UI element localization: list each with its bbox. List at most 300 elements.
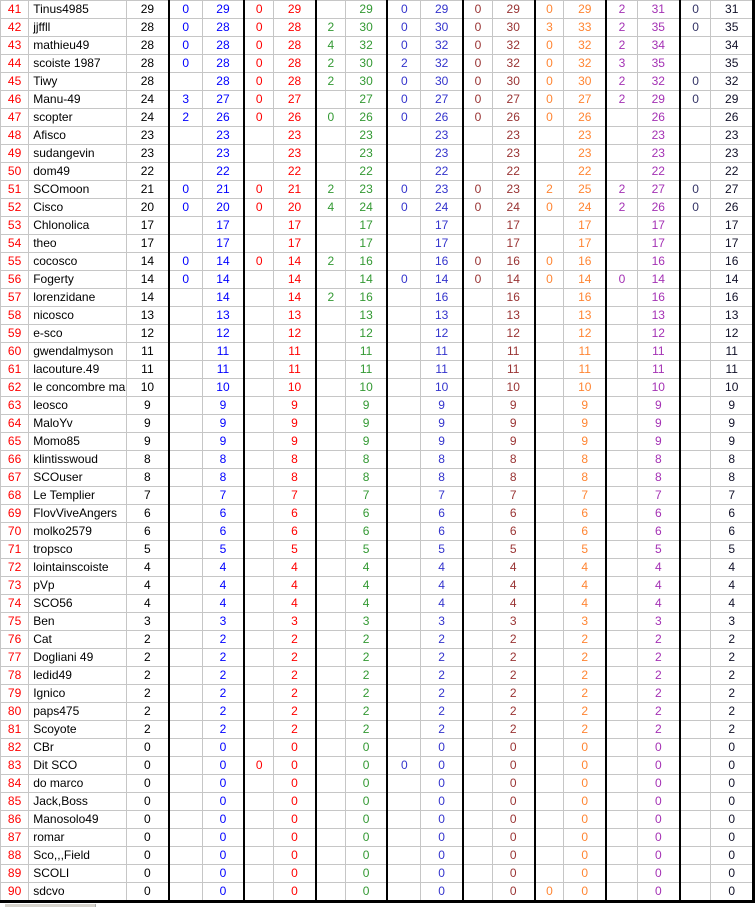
score-cell[interactable]: 7 xyxy=(564,487,606,505)
score-cell[interactable]: 22 xyxy=(126,163,168,181)
score-cell[interactable]: 2 xyxy=(564,685,606,703)
score-cell[interactable]: 23 xyxy=(637,145,679,163)
score-cell[interactable]: 2 xyxy=(169,109,202,127)
score-cell[interactable] xyxy=(463,577,492,595)
score-cell[interactable]: 0 xyxy=(202,739,244,757)
score-cell[interactable]: 0 xyxy=(126,847,168,865)
score-cell[interactable] xyxy=(316,613,345,631)
score-cell[interactable]: 2 xyxy=(387,55,420,73)
score-cell[interactable]: 0 xyxy=(492,829,534,847)
score-cell[interactable] xyxy=(463,361,492,379)
score-cell[interactable]: 12 xyxy=(274,325,316,343)
score-cell[interactable]: 24 xyxy=(421,199,463,217)
score-cell[interactable]: 14 xyxy=(564,271,606,289)
score-cell[interactable] xyxy=(463,127,492,145)
score-cell[interactable]: 14 xyxy=(202,289,244,307)
score-cell[interactable]: 2 xyxy=(492,721,534,739)
score-cell[interactable] xyxy=(680,559,711,577)
score-cell[interactable] xyxy=(316,649,345,667)
score-cell[interactable]: 13 xyxy=(637,307,679,325)
score-cell[interactable]: 0 xyxy=(316,109,345,127)
score-cell[interactable]: 0 xyxy=(535,37,564,55)
score-cell[interactable]: 0 xyxy=(126,775,168,793)
score-cell[interactable] xyxy=(316,163,345,181)
score-cell[interactable]: 6 xyxy=(711,505,754,523)
score-cell[interactable]: 2 xyxy=(637,649,679,667)
score-cell[interactable]: 28 xyxy=(126,19,168,37)
score-cell[interactable]: 8 xyxy=(345,451,387,469)
score-cell[interactable] xyxy=(244,127,273,145)
score-cell[interactable] xyxy=(244,523,273,541)
score-cell[interactable]: 2 xyxy=(316,289,345,307)
score-cell[interactable]: 28 xyxy=(274,55,316,73)
score-cell[interactable] xyxy=(244,379,273,397)
score-cell[interactable] xyxy=(387,631,420,649)
score-cell[interactable]: 0 xyxy=(274,829,316,847)
score-cell[interactable]: 2 xyxy=(316,55,345,73)
score-cell[interactable] xyxy=(535,505,564,523)
score-cell[interactable]: 2 xyxy=(126,667,168,685)
score-cell[interactable] xyxy=(387,163,420,181)
score-cell[interactable]: 32 xyxy=(564,37,606,55)
score-cell[interactable]: 4 xyxy=(345,559,387,577)
score-cell[interactable]: 0 xyxy=(463,181,492,199)
score-cell[interactable]: 27 xyxy=(564,91,606,109)
score-cell[interactable] xyxy=(535,775,564,793)
score-cell[interactable] xyxy=(244,793,273,811)
score-cell[interactable] xyxy=(606,217,637,235)
score-cell[interactable]: 9 xyxy=(564,433,606,451)
player-name-cell[interactable]: klintisswoud xyxy=(29,451,127,469)
score-cell[interactable]: 28 xyxy=(202,19,244,37)
score-cell[interactable]: 20 xyxy=(274,199,316,217)
score-cell[interactable] xyxy=(169,451,202,469)
score-cell[interactable]: 23 xyxy=(202,145,244,163)
score-cell[interactable]: 0 xyxy=(126,865,168,883)
score-cell[interactable] xyxy=(244,235,273,253)
score-cell[interactable]: 6 xyxy=(202,505,244,523)
score-cell[interactable]: 17 xyxy=(202,235,244,253)
score-cell[interactable]: 4 xyxy=(316,37,345,55)
score-cell[interactable]: 9 xyxy=(202,397,244,415)
score-cell[interactable]: 11 xyxy=(637,361,679,379)
rank-cell[interactable]: 41 xyxy=(1,1,29,19)
player-name-cell[interactable]: MaloYv xyxy=(29,415,127,433)
score-cell[interactable] xyxy=(606,163,637,181)
score-cell[interactable] xyxy=(387,865,420,883)
player-name-cell[interactable]: dom49 xyxy=(29,163,127,181)
score-cell[interactable]: 26 xyxy=(202,109,244,127)
score-cell[interactable] xyxy=(244,325,273,343)
score-cell[interactable] xyxy=(316,397,345,415)
rank-cell[interactable]: 51 xyxy=(1,181,29,199)
rank-cell[interactable]: 88 xyxy=(1,847,29,865)
score-cell[interactable]: 16 xyxy=(345,253,387,271)
score-cell[interactable] xyxy=(244,541,273,559)
score-cell[interactable]: 9 xyxy=(492,433,534,451)
score-cell[interactable] xyxy=(463,883,492,902)
player-name-cell[interactable]: Momo85 xyxy=(29,433,127,451)
score-cell[interactable]: 16 xyxy=(564,253,606,271)
score-cell[interactable]: 28 xyxy=(202,37,244,55)
rank-cell[interactable]: 69 xyxy=(1,505,29,523)
score-cell[interactable]: 0 xyxy=(463,91,492,109)
score-cell[interactable]: 17 xyxy=(637,235,679,253)
score-cell[interactable]: 23 xyxy=(274,127,316,145)
score-cell[interactable]: 2 xyxy=(126,631,168,649)
score-cell[interactable] xyxy=(316,325,345,343)
score-cell[interactable]: 22 xyxy=(202,163,244,181)
player-name-cell[interactable]: paps475 xyxy=(29,703,127,721)
score-cell[interactable]: 28 xyxy=(126,55,168,73)
player-name-cell[interactable]: Cisco xyxy=(29,199,127,217)
score-cell[interactable] xyxy=(680,343,711,361)
score-cell[interactable] xyxy=(680,667,711,685)
score-cell[interactable] xyxy=(387,721,420,739)
score-cell[interactable]: 2 xyxy=(492,649,534,667)
score-cell[interactable]: 2 xyxy=(711,685,754,703)
score-cell[interactable]: 0 xyxy=(463,199,492,217)
score-cell[interactable]: 0 xyxy=(711,829,754,847)
score-cell[interactable]: 2 xyxy=(711,631,754,649)
score-cell[interactable] xyxy=(169,163,202,181)
score-cell[interactable]: 9 xyxy=(564,415,606,433)
score-cell[interactable] xyxy=(680,721,711,739)
score-cell[interactable]: 2 xyxy=(345,703,387,721)
score-cell[interactable]: 4 xyxy=(711,559,754,577)
score-cell[interactable]: 0 xyxy=(535,253,564,271)
score-cell[interactable]: 17 xyxy=(345,217,387,235)
score-cell[interactable]: 14 xyxy=(711,271,754,289)
rank-cell[interactable]: 49 xyxy=(1,145,29,163)
score-cell[interactable] xyxy=(387,559,420,577)
score-cell[interactable]: 0 xyxy=(387,1,420,19)
score-cell[interactable]: 27 xyxy=(492,91,534,109)
rank-cell[interactable]: 73 xyxy=(1,577,29,595)
score-cell[interactable]: 2 xyxy=(126,703,168,721)
score-cell[interactable]: 6 xyxy=(564,505,606,523)
player-name-cell[interactable]: Tiwy xyxy=(29,73,127,91)
score-cell[interactable]: 30 xyxy=(345,19,387,37)
score-cell[interactable]: 17 xyxy=(711,235,754,253)
score-cell[interactable]: 6 xyxy=(345,523,387,541)
score-cell[interactable]: 0 xyxy=(244,37,273,55)
score-cell[interactable]: 0 xyxy=(680,181,711,199)
score-cell[interactable]: 26 xyxy=(711,109,754,127)
score-cell[interactable] xyxy=(463,433,492,451)
score-cell[interactable]: 0 xyxy=(202,847,244,865)
score-cell[interactable] xyxy=(316,307,345,325)
score-cell[interactable]: 13 xyxy=(492,307,534,325)
score-cell[interactable]: 0 xyxy=(680,91,711,109)
score-cell[interactable]: 8 xyxy=(711,469,754,487)
player-name-cell[interactable]: gwendalmyson xyxy=(29,343,127,361)
score-cell[interactable]: 2 xyxy=(606,73,637,91)
score-cell[interactable]: 6 xyxy=(274,523,316,541)
score-cell[interactable] xyxy=(316,271,345,289)
score-cell[interactable]: 0 xyxy=(421,865,463,883)
score-cell[interactable]: 2 xyxy=(202,649,244,667)
score-cell[interactable]: 0 xyxy=(345,775,387,793)
score-cell[interactable] xyxy=(535,217,564,235)
score-cell[interactable]: 0 xyxy=(637,883,679,902)
player-name-cell[interactable]: Cat xyxy=(29,631,127,649)
score-cell[interactable]: 3 xyxy=(274,613,316,631)
score-cell[interactable]: 0 xyxy=(169,19,202,37)
score-cell[interactable]: 8 xyxy=(564,451,606,469)
score-cell[interactable]: 17 xyxy=(345,235,387,253)
score-cell[interactable]: 7 xyxy=(421,487,463,505)
score-cell[interactable] xyxy=(680,379,711,397)
score-cell[interactable] xyxy=(316,577,345,595)
score-cell[interactable] xyxy=(316,145,345,163)
score-cell[interactable]: 0 xyxy=(387,37,420,55)
score-cell[interactable] xyxy=(244,775,273,793)
rank-cell[interactable]: 74 xyxy=(1,595,29,613)
score-cell[interactable]: 4 xyxy=(421,577,463,595)
score-cell[interactable] xyxy=(244,811,273,829)
score-cell[interactable] xyxy=(606,577,637,595)
score-cell[interactable] xyxy=(463,649,492,667)
rank-cell[interactable]: 78 xyxy=(1,667,29,685)
score-cell[interactable]: 27 xyxy=(421,91,463,109)
score-cell[interactable]: 2 xyxy=(421,667,463,685)
score-cell[interactable]: 8 xyxy=(421,451,463,469)
score-cell[interactable]: 0 xyxy=(535,1,564,19)
score-cell[interactable]: 7 xyxy=(274,487,316,505)
score-cell[interactable] xyxy=(244,685,273,703)
score-cell[interactable]: 17 xyxy=(637,217,679,235)
score-cell[interactable]: 0 xyxy=(244,55,273,73)
score-cell[interactable] xyxy=(680,451,711,469)
score-cell[interactable]: 2 xyxy=(202,721,244,739)
score-cell[interactable] xyxy=(535,703,564,721)
score-cell[interactable] xyxy=(463,847,492,865)
score-cell[interactable] xyxy=(535,487,564,505)
rank-cell[interactable]: 85 xyxy=(1,793,29,811)
score-cell[interactable] xyxy=(535,289,564,307)
score-cell[interactable] xyxy=(169,469,202,487)
score-cell[interactable]: 22 xyxy=(345,163,387,181)
score-cell[interactable]: 6 xyxy=(637,523,679,541)
score-cell[interactable]: 4 xyxy=(564,595,606,613)
score-cell[interactable]: 2 xyxy=(316,73,345,91)
score-cell[interactable]: 24 xyxy=(126,91,168,109)
score-cell[interactable] xyxy=(169,361,202,379)
score-cell[interactable]: 30 xyxy=(345,55,387,73)
rank-cell[interactable]: 53 xyxy=(1,217,29,235)
score-cell[interactable] xyxy=(244,595,273,613)
score-cell[interactable] xyxy=(535,649,564,667)
score-cell[interactable]: 4 xyxy=(202,559,244,577)
score-cell[interactable]: 0 xyxy=(244,1,273,19)
score-cell[interactable]: 11 xyxy=(711,361,754,379)
score-cell[interactable]: 4 xyxy=(126,595,168,613)
score-cell[interactable]: 2 xyxy=(274,631,316,649)
score-cell[interactable]: 0 xyxy=(421,811,463,829)
score-cell[interactable] xyxy=(169,235,202,253)
score-cell[interactable] xyxy=(606,793,637,811)
score-cell[interactable]: 3 xyxy=(637,613,679,631)
score-cell[interactable]: 4 xyxy=(637,559,679,577)
score-cell[interactable] xyxy=(606,865,637,883)
score-cell[interactable]: 8 xyxy=(126,469,168,487)
score-cell[interactable]: 2 xyxy=(202,631,244,649)
rank-cell[interactable]: 70 xyxy=(1,523,29,541)
score-cell[interactable] xyxy=(169,127,202,145)
score-cell[interactable]: 2 xyxy=(274,703,316,721)
player-name-cell[interactable]: lointainscoiste xyxy=(29,559,127,577)
player-name-cell[interactable]: Fogerty xyxy=(29,271,127,289)
score-cell[interactable] xyxy=(535,163,564,181)
score-cell[interactable]: 0 xyxy=(345,793,387,811)
score-cell[interactable] xyxy=(535,127,564,145)
score-cell[interactable]: 0 xyxy=(492,739,534,757)
score-cell[interactable] xyxy=(316,721,345,739)
score-cell[interactable]: 23 xyxy=(421,127,463,145)
score-cell[interactable] xyxy=(606,703,637,721)
rank-cell[interactable]: 50 xyxy=(1,163,29,181)
score-cell[interactable] xyxy=(169,703,202,721)
score-cell[interactable]: 0 xyxy=(463,73,492,91)
score-cell[interactable]: 2 xyxy=(564,703,606,721)
score-cell[interactable] xyxy=(463,415,492,433)
score-cell[interactable] xyxy=(535,811,564,829)
score-cell[interactable]: 35 xyxy=(711,19,754,37)
score-cell[interactable]: 23 xyxy=(126,145,168,163)
score-cell[interactable]: 11 xyxy=(564,361,606,379)
score-cell[interactable]: 12 xyxy=(492,325,534,343)
player-name-cell[interactable]: SCOmoon xyxy=(29,181,127,199)
score-cell[interactable] xyxy=(680,361,711,379)
score-cell[interactable] xyxy=(680,883,711,902)
score-cell[interactable] xyxy=(463,829,492,847)
score-cell[interactable]: 9 xyxy=(202,415,244,433)
score-cell[interactable]: 2 xyxy=(637,685,679,703)
score-cell[interactable]: 23 xyxy=(492,145,534,163)
score-cell[interactable]: 0 xyxy=(564,847,606,865)
score-cell[interactable]: 0 xyxy=(387,199,420,217)
score-cell[interactable]: 12 xyxy=(345,325,387,343)
score-cell[interactable] xyxy=(244,703,273,721)
score-cell[interactable] xyxy=(463,523,492,541)
score-cell[interactable]: 0 xyxy=(421,739,463,757)
score-cell[interactable]: 13 xyxy=(126,307,168,325)
score-cell[interactable] xyxy=(680,217,711,235)
score-cell[interactable] xyxy=(316,685,345,703)
score-cell[interactable] xyxy=(387,541,420,559)
score-cell[interactable] xyxy=(169,667,202,685)
score-cell[interactable] xyxy=(244,397,273,415)
player-name-cell[interactable]: Dogliani 49 xyxy=(29,649,127,667)
rank-cell[interactable]: 75 xyxy=(1,613,29,631)
score-cell[interactable]: 3 xyxy=(169,91,202,109)
score-cell[interactable]: 28 xyxy=(126,37,168,55)
score-cell[interactable] xyxy=(387,235,420,253)
score-cell[interactable]: 17 xyxy=(421,235,463,253)
score-cell[interactable]: 16 xyxy=(711,253,754,271)
score-cell[interactable] xyxy=(606,757,637,775)
score-cell[interactable] xyxy=(680,145,711,163)
rank-cell[interactable]: 76 xyxy=(1,631,29,649)
score-cell[interactable]: 31 xyxy=(637,1,679,19)
score-cell[interactable] xyxy=(606,487,637,505)
score-cell[interactable]: 10 xyxy=(274,379,316,397)
score-cell[interactable] xyxy=(463,451,492,469)
score-cell[interactable]: 7 xyxy=(637,487,679,505)
score-cell[interactable] xyxy=(169,739,202,757)
score-cell[interactable]: 3 xyxy=(564,613,606,631)
score-cell[interactable] xyxy=(169,649,202,667)
score-cell[interactable]: 4 xyxy=(316,199,345,217)
score-cell[interactable] xyxy=(316,865,345,883)
score-cell[interactable]: 23 xyxy=(492,181,534,199)
score-cell[interactable]: 0 xyxy=(169,253,202,271)
rank-cell[interactable]: 58 xyxy=(1,307,29,325)
score-cell[interactable] xyxy=(316,757,345,775)
score-cell[interactable]: 0 xyxy=(535,271,564,289)
score-cell[interactable]: 0 xyxy=(463,37,492,55)
player-name-cell[interactable]: Le Templier xyxy=(29,487,127,505)
score-cell[interactable]: 23 xyxy=(202,127,244,145)
score-cell[interactable]: 32 xyxy=(711,73,754,91)
score-cell[interactable] xyxy=(606,343,637,361)
player-name-cell[interactable]: lorenzidane xyxy=(29,289,127,307)
score-cell[interactable]: 32 xyxy=(421,37,463,55)
score-cell[interactable]: 2 xyxy=(606,91,637,109)
score-cell[interactable] xyxy=(606,667,637,685)
score-cell[interactable] xyxy=(463,739,492,757)
score-cell[interactable] xyxy=(244,163,273,181)
score-cell[interactable] xyxy=(169,487,202,505)
score-cell[interactable]: 5 xyxy=(637,541,679,559)
score-cell[interactable]: 9 xyxy=(711,415,754,433)
player-name-cell[interactable]: Manu-49 xyxy=(29,91,127,109)
score-cell[interactable] xyxy=(169,415,202,433)
score-cell[interactable]: 17 xyxy=(274,217,316,235)
score-cell[interactable] xyxy=(463,289,492,307)
rank-cell[interactable]: 46 xyxy=(1,91,29,109)
score-cell[interactable] xyxy=(680,775,711,793)
score-cell[interactable] xyxy=(680,631,711,649)
score-cell[interactable] xyxy=(680,865,711,883)
score-cell[interactable]: 2 xyxy=(711,649,754,667)
score-cell[interactable]: 5 xyxy=(202,541,244,559)
score-cell[interactable]: 11 xyxy=(421,361,463,379)
score-cell[interactable]: 11 xyxy=(492,361,534,379)
score-cell[interactable] xyxy=(680,469,711,487)
score-cell[interactable] xyxy=(606,685,637,703)
score-cell[interactable]: 16 xyxy=(637,289,679,307)
score-cell[interactable]: 4 xyxy=(345,577,387,595)
score-cell[interactable]: 2 xyxy=(274,685,316,703)
score-cell[interactable] xyxy=(316,523,345,541)
score-cell[interactable]: 27 xyxy=(637,181,679,199)
score-cell[interactable]: 16 xyxy=(492,289,534,307)
score-cell[interactable] xyxy=(244,469,273,487)
score-cell[interactable]: 0 xyxy=(387,19,420,37)
rank-cell[interactable]: 62 xyxy=(1,379,29,397)
score-cell[interactable]: 7 xyxy=(711,487,754,505)
score-cell[interactable]: 5 xyxy=(711,541,754,559)
score-cell[interactable] xyxy=(387,883,420,902)
score-cell[interactable]: 17 xyxy=(421,217,463,235)
score-cell[interactable] xyxy=(169,775,202,793)
score-cell[interactable]: 0 xyxy=(202,757,244,775)
score-cell[interactable]: 2 xyxy=(421,703,463,721)
score-cell[interactable] xyxy=(169,433,202,451)
score-cell[interactable]: 8 xyxy=(637,469,679,487)
